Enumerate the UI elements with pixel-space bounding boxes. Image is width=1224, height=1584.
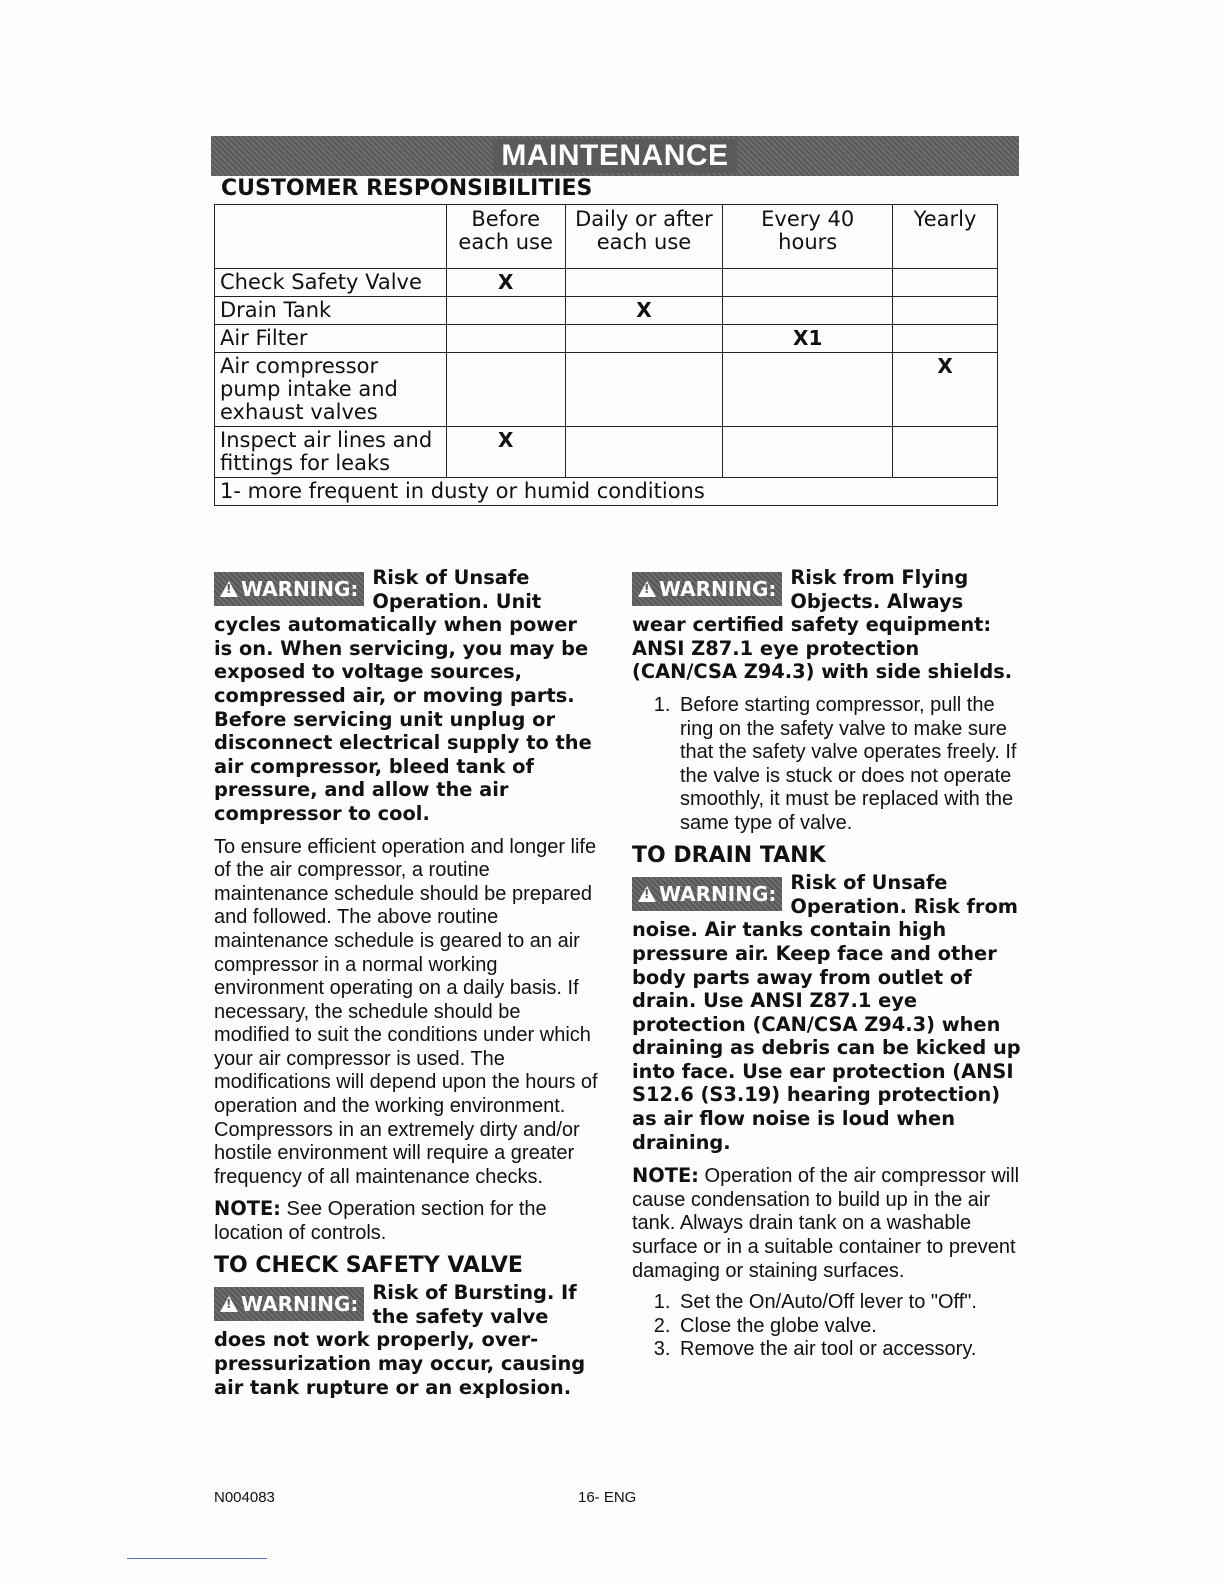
note-paragraph [632,1164,1022,1283]
safety-valve-steps [632,694,1022,836]
table-row [215,297,998,325]
task-cell: Air Filter [215,325,447,353]
mark-cell: X [446,427,565,478]
table-row [215,269,998,297]
mark-cell [565,427,723,478]
heading-drain-tank: TO DRAIN TANK [632,842,826,868]
mark-cell [565,353,723,427]
heading-check-safety-valve: TO CHECK SAFETY VALVE [214,1252,523,1278]
mark-cell [723,269,893,297]
task-cell: Inspect air lines and fittings for leaks [215,427,447,478]
maintenance-schedule-table [214,204,998,506]
warning-badge [632,877,782,911]
note-label: NOTE: [632,1164,699,1188]
table-header-cell: Every 40 hours [723,205,893,269]
table-header-cell: Daily or after each use [565,205,723,269]
right-column [632,566,1022,1370]
warning-badge [214,572,364,606]
maintenance-paragraph: To ensure efficient operation and longer life of the air compressor, a routine maintenance schedule should be prepared and followed. The above routine maintenance schedule is geared to an air compressor in a normal working environment operating on a daily basis. If necessary, the schedule should be modified to suit the conditions under which your air compressor is used. The modifications will depend upon the hours of operation and the working environment. Compressors in an extremely dirty and/or hostile environment will require a greater frequency of all maintenance checks. [214,835,598,1188]
warning-label: WARNING: [659,882,777,907]
mark-cell: X1 [723,325,893,353]
list-item: 2. Close the globe valve. [676,1315,1022,1339]
warning-text: Risk of Unsafe Operation. Risk from noise. Air tanks contain high pressure air. Keep face and other body parts away from outlet of drain. Use ANSI Z87.1 eye protection (CAN/CSA Z94.3) when draining as debris can be kicked up into face. Use ear protection (ANSI S12.6 (S3.19) hearing protection) as air flow noise is loud when draining. [632,871,1021,1154]
list-item: 1. Set the On/Auto/Off lever to "Off". [676,1291,1022,1315]
warning-block-unsafe-operation [214,566,600,826]
list-item: 1. Before starting compressor, pull the ring on the safety valve to make sure that the safety valve operates freely. If the valve is stuck or does not operate smoothly, it must be replaced with the same type of valve. [676,694,1022,836]
banner-title: MAINTENANCE [493,139,736,173]
table-footnote-row [215,478,998,506]
mark-cell [893,297,998,325]
note-paragraph [214,1197,600,1245]
warning-text: Risk from Flying Objects. Always wear certified safety equipment: ANSI Z87.1 eye protection (CAN/CSA Z94.3) with side shields. [632,566,1013,684]
mark-cell [723,427,893,478]
maintenance-banner [211,136,1019,176]
warning-triangle-icon [638,581,656,597]
task-cell: Drain Tank [215,297,447,325]
task-cell: Air compressor pump intake and exhaust valves [215,353,447,427]
drain-tank-steps [632,1291,1022,1362]
warning-triangle-icon [220,581,238,597]
warning-text: Risk of Unsafe Operation. Unit cycles automatically when power is on. When servicing, you may be exposed to voltage sources, compressed air, or moving parts. Before servicing unit unplug or disconnect electrical supply to the air compressor, bleed tank of pressure, and allow the air compressor to cool. [214,566,592,825]
mark-cell [446,353,565,427]
warning-label: WARNING: [241,1292,359,1317]
mark-cell [446,297,565,325]
warning-block-noise [632,871,1022,1154]
mark-cell [565,269,723,297]
note-text: Operation of the air compressor will cause condensation to build up in the air tank. Always drain tank on a washable surface or in a suitable container to prevent damaging or staining surfaces. [632,1165,1020,1282]
document-code: N004083 [214,1489,275,1506]
note-text: See Operation section for the location of controls. [214,1198,547,1245]
note-label: NOTE: [214,1197,281,1221]
footer-rule [127,1558,267,1559]
mark-cell: X [446,269,565,297]
warning-badge [632,572,782,606]
mark-cell [893,269,998,297]
warning-badge [214,1287,364,1321]
mark-cell: X [565,297,723,325]
table-header-cell: Yearly [893,205,998,269]
table-header-cell: Before each use [446,205,565,269]
left-column [214,566,600,1399]
mark-cell [893,427,998,478]
warning-triangle-icon [638,886,656,902]
section-title: CUSTOMER RESPONSIBILITIES [221,176,593,201]
page-number: 16- ENG [578,1489,637,1506]
warning-text: Risk of Bursting. If the safety valve does not work properly, over-pressurization may occur, causing air tank rupture or an explosion. [214,1281,586,1399]
warning-triangle-icon [220,1296,238,1312]
mark-cell [723,297,893,325]
table-header-cell [215,205,447,269]
warning-block-bursting [214,1281,600,1399]
table-row [215,325,998,353]
table-row [215,427,998,478]
mark-cell [446,325,565,353]
task-cell: Check Safety Valve [215,269,447,297]
warning-label: WARNING: [241,577,359,601]
table-header-row [215,205,998,269]
mark-cell [893,325,998,353]
mark-cell [565,325,723,353]
mark-cell: X [893,353,998,427]
mark-cell [723,353,893,427]
warning-block-flying-objects [632,566,1022,684]
table-row [215,353,998,427]
list-item: 3. Remove the air tool or accessory. [676,1338,1022,1362]
warning-label: WARNING: [659,577,777,601]
table-footnote: 1- more frequent in dusty or humid conditions [215,478,998,506]
